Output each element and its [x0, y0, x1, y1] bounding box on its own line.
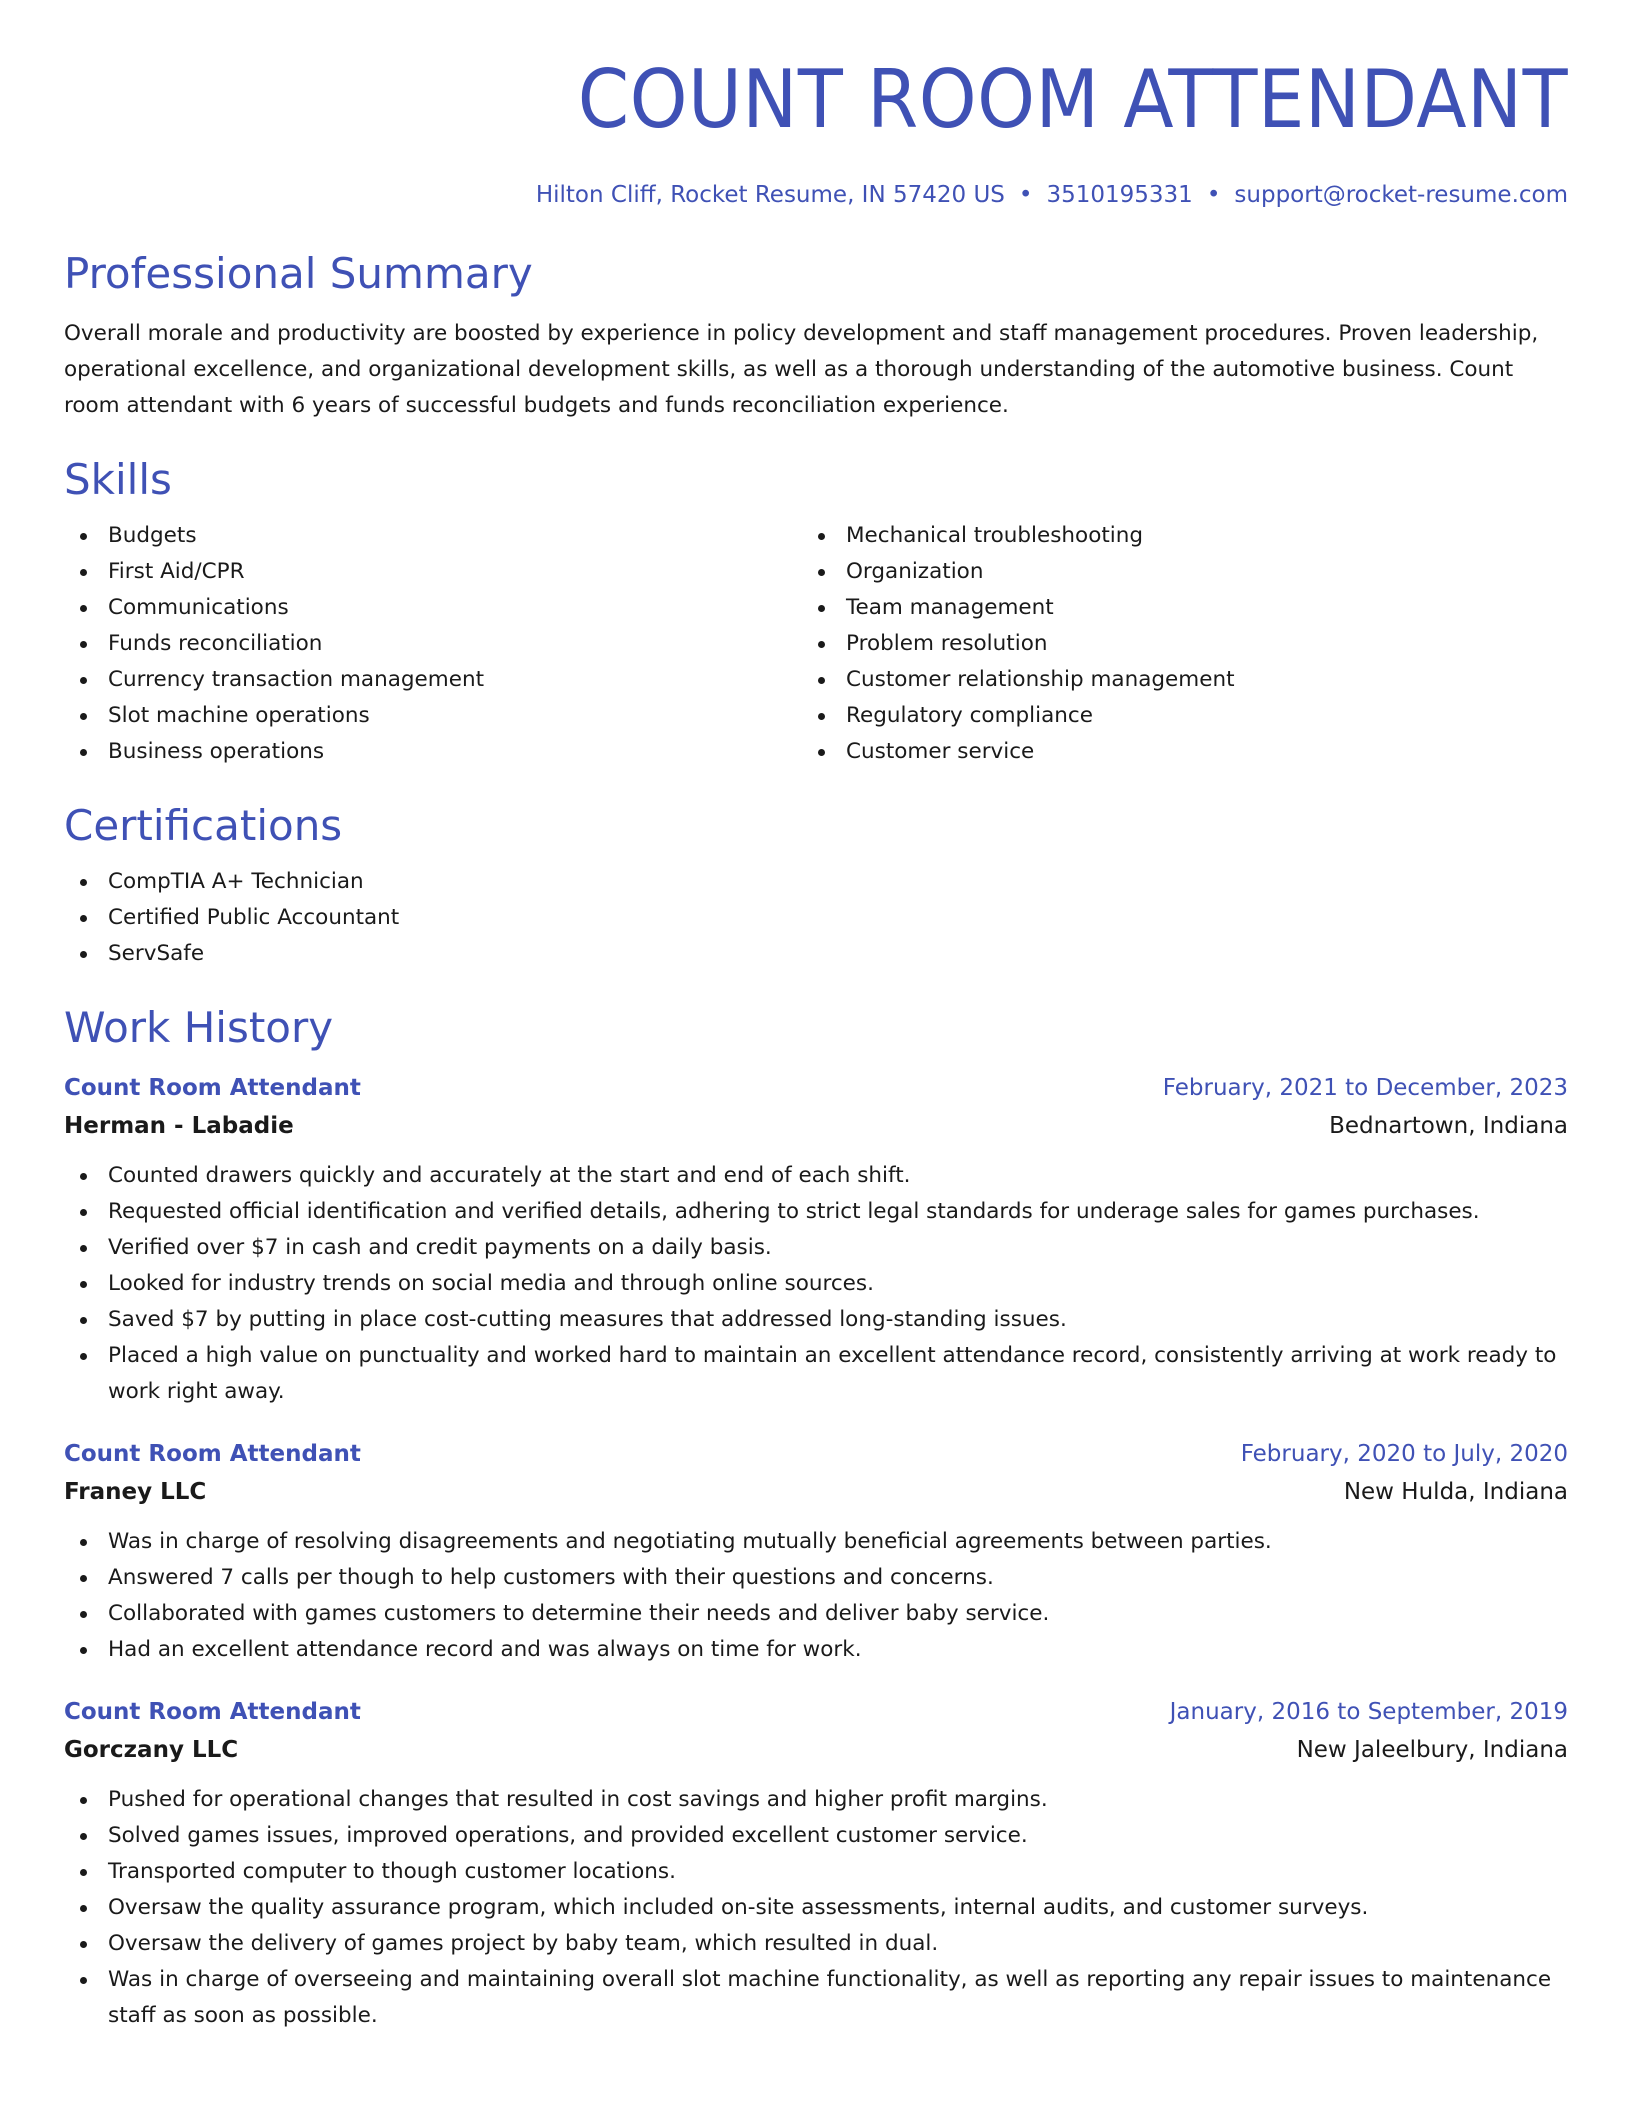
job-entry [64, 1694, 1568, 2034]
job-bullets [64, 1524, 1568, 1668]
contact-separator: • [1018, 182, 1033, 208]
list-item: Oversaw the quality assurance program, which included on-site assessments, internal audits, and customer surveys. [64, 1890, 1568, 1926]
list-item: ServSafe [64, 936, 1568, 972]
job-entry [64, 1436, 1568, 1668]
job-header-row [64, 1436, 1568, 1472]
list-item: Team management [802, 590, 1540, 626]
list-item: Funds reconciliation [64, 626, 802, 662]
contact-address: Hilton Cliff, Rocket Resume, IN 57420 US [535, 182, 1005, 208]
job-title: Count Room Attendant [64, 1075, 361, 1101]
list-item: Transported computer to though customer locations. [64, 1854, 1568, 1890]
list-item: Currency transaction management [64, 662, 802, 698]
list-item: Organization [802, 554, 1540, 590]
list-item: Requested official identification and verified details, adhering to strict legal standards for underage sales for games purchases. [64, 1194, 1568, 1230]
list-item: Business operations [64, 734, 802, 770]
job-bullets [64, 1782, 1568, 2034]
job-company: Franey LLC [64, 1479, 207, 1505]
list-item: Customer service [802, 734, 1540, 770]
section-title-skills: Skills [64, 455, 172, 504]
list-item: Regulatory compliance [802, 698, 1540, 734]
list-item: Verified over $7 in cash and credit payments on a daily basis. [64, 1230, 1568, 1266]
job-company-row [64, 1106, 1568, 1146]
job-header-row [64, 1070, 1568, 1106]
list-item: Budgets [64, 518, 802, 554]
section-title-summary: Professional Summary [64, 249, 533, 298]
job-dates: February, 2021 to December, 2023 [1162, 1075, 1568, 1101]
list-item: Problem resolution [802, 626, 1540, 662]
contact-separator: • [1206, 182, 1221, 208]
job-company: Gorczany LLC [64, 1737, 239, 1763]
summary-text: Overall morale and productivity are boosted by experience in policy development and staff management procedures. Proven leadership, operational excellence, and organizational development skills, as well as a thorough understanding of the automotive business. Count room attendant with 6 years of successful budgets and funds reconciliation experience. [64, 321, 1539, 418]
list-item: Had an excellent attendance record and was always on time for work. [64, 1632, 1568, 1668]
list-item: CompTIA A+ Technician [64, 864, 1568, 900]
list-item: Slot machine operations [64, 698, 802, 734]
skills-list-right [802, 518, 1540, 770]
job-location: Bednartown, Indiana [1329, 1113, 1568, 1139]
list-item: Collaborated with games customers to determine their needs and deliver baby service. [64, 1596, 1568, 1632]
job-company-row [64, 1730, 1568, 1770]
skills-list-left [64, 518, 802, 770]
list-item: Was in charge of resolving disagreements and negotiating mutually beneficial agreements between parties. [64, 1524, 1568, 1560]
list-item: Communications [64, 590, 802, 626]
job-dates: January, 2016 to September, 2019 [1169, 1699, 1568, 1725]
job-dates: February, 2020 to July, 2020 [1240, 1441, 1568, 1467]
list-item: Certified Public Accountant [64, 900, 1568, 936]
list-item: Counted drawers quickly and accurately at the start and end of each shift. [64, 1158, 1568, 1194]
job-header-row [64, 1694, 1568, 1730]
certifications-list [64, 864, 1568, 972]
job-company: Herman - Labadie [64, 1113, 294, 1139]
list-item: First Aid/CPR [64, 554, 802, 590]
list-item: Looked for industry trends on social media and through online sources. [64, 1266, 1568, 1302]
contact-line [64, 180, 1568, 210]
resume-name: COUNT ROOM ATTENDANT [577, 53, 1568, 146]
section-title-work-history: Work History [64, 1003, 334, 1052]
section-title-certifications: Certifications [64, 801, 343, 850]
job-company-row [64, 1472, 1568, 1512]
job-title: Count Room Attendant [64, 1699, 361, 1725]
job-title: Count Room Attendant [64, 1441, 361, 1467]
list-item: Customer relationship management [802, 662, 1540, 698]
contact-phone: 3510195331 [1046, 182, 1193, 208]
list-item: Answered 7 calls per though to help customers with their questions and concerns. [64, 1560, 1568, 1596]
skills-columns [64, 518, 1568, 770]
job-location: New Jaleelbury, Indiana [1296, 1737, 1568, 1763]
list-item: Saved $7 by putting in place cost-cutting measures that addressed long-standing issues. [64, 1302, 1568, 1338]
list-item: Oversaw the delivery of games project by baby team, which resulted in dual. [64, 1926, 1568, 1962]
list-item: Pushed for operational changes that resulted in cost savings and higher profit margins. [64, 1782, 1568, 1818]
list-item: Placed a high value on punctuality and worked hard to maintain an excellent attendance record, consistently arriving at work ready to work right away. [64, 1338, 1568, 1410]
job-entry [64, 1070, 1568, 1410]
job-location: New Hulda, Indiana [1343, 1479, 1568, 1505]
list-item: Solved games issues, improved operations, and provided excellent customer service. [64, 1818, 1568, 1854]
job-bullets [64, 1158, 1568, 1410]
list-item: Mechanical troubleshooting [802, 518, 1540, 554]
contact-email: support@rocket-resume.com [1234, 182, 1568, 208]
list-item: Was in charge of overseeing and maintaining overall slot machine functionality, as well as reporting any repair issues to maintenance staff as soon as possible. [64, 1962, 1568, 2034]
